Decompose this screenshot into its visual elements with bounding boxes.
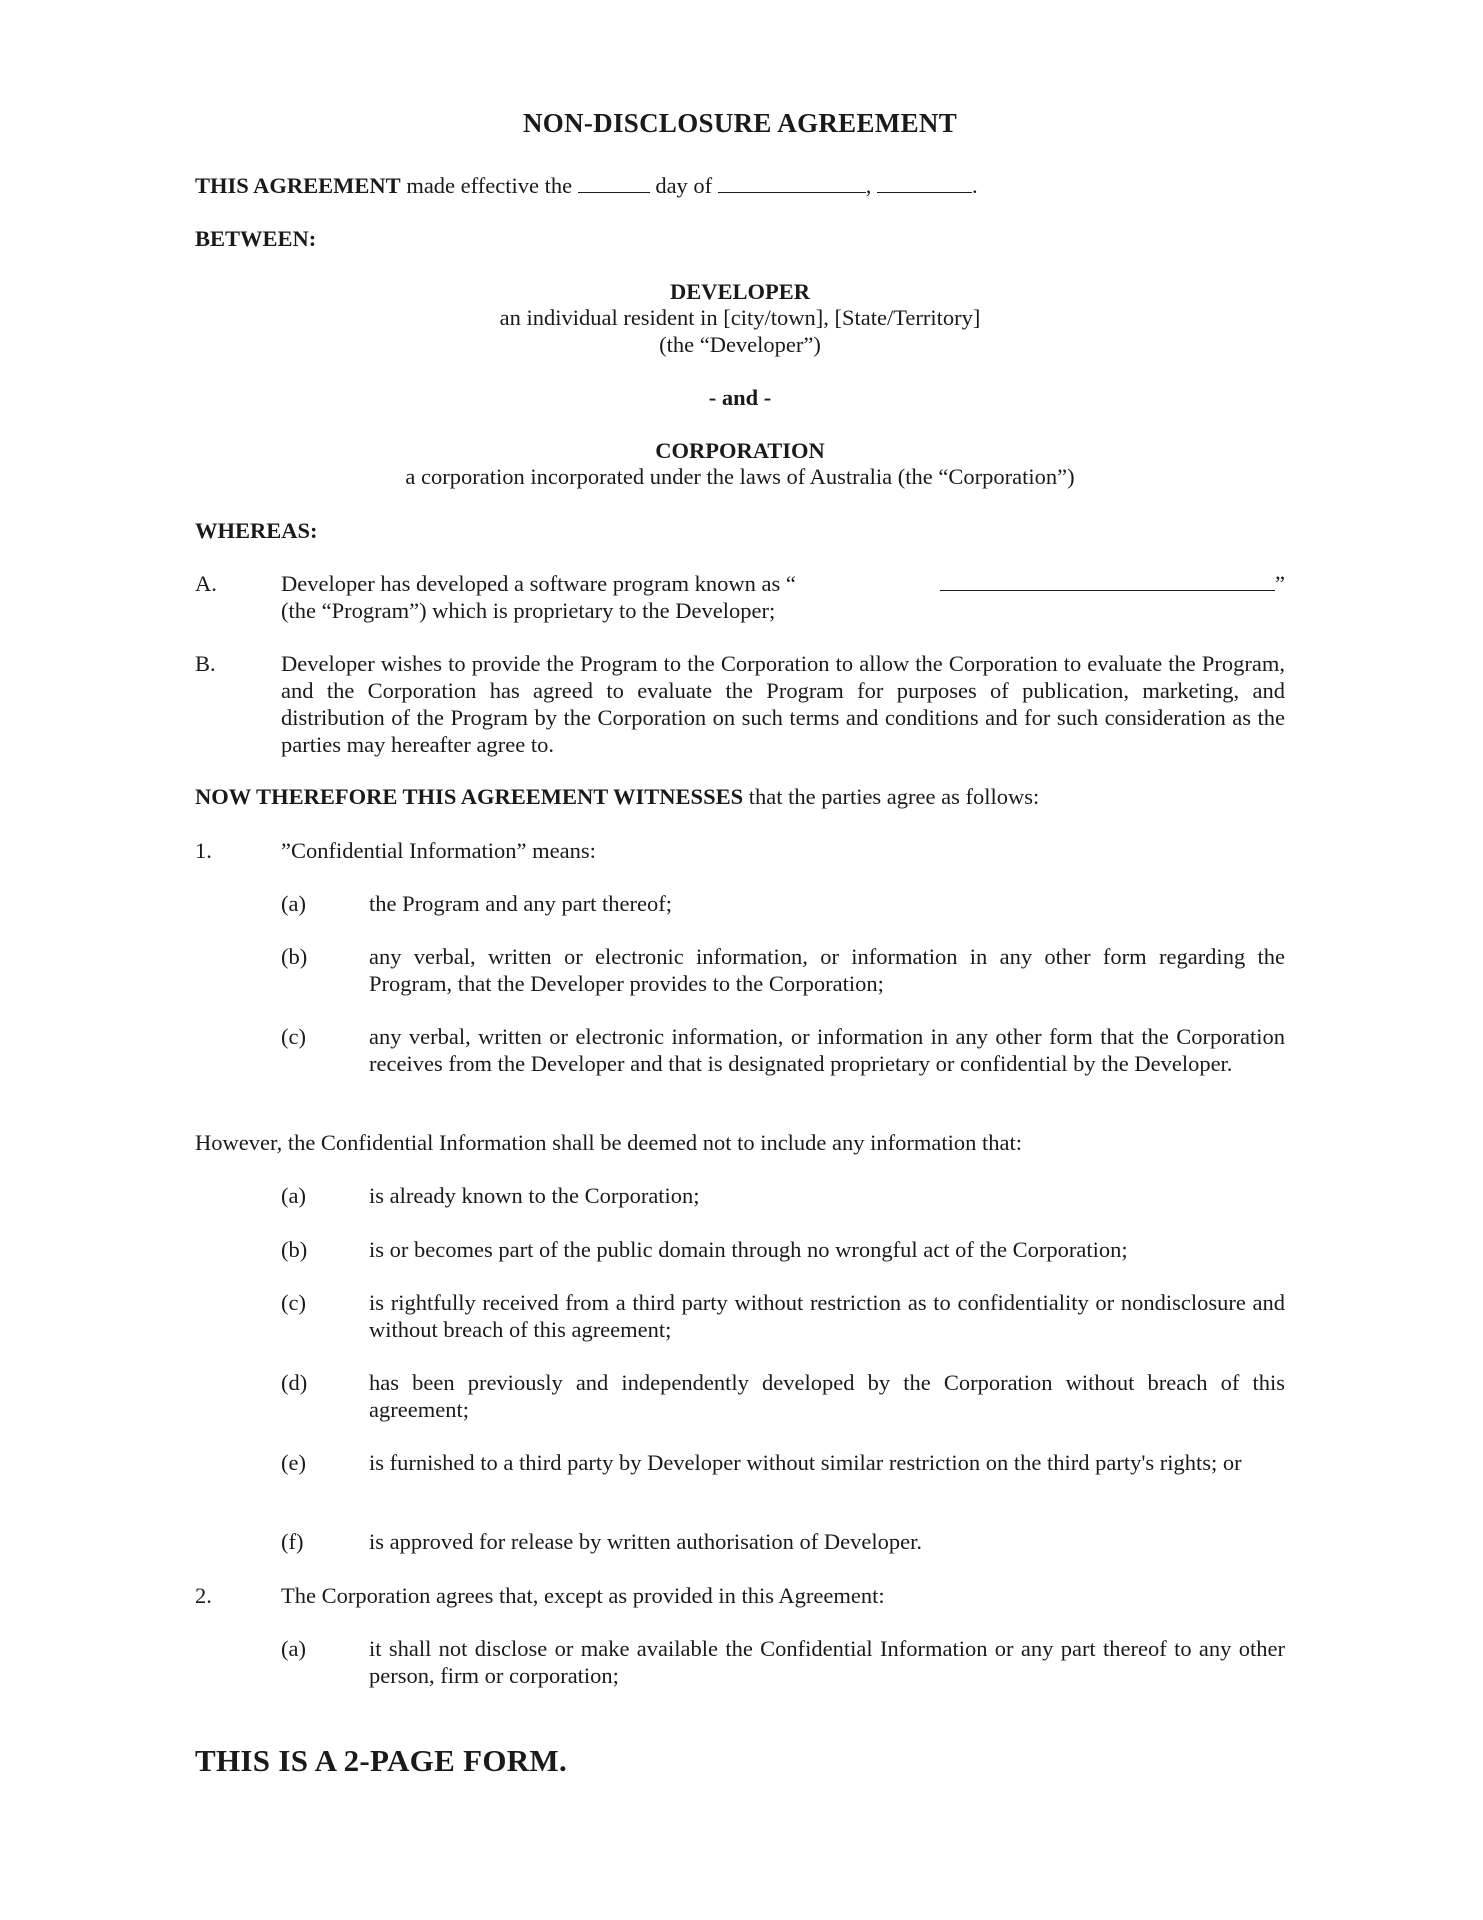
comma-text: , [865,173,872,198]
developer-description: an individual resident in [city/town], [State/Territory] [499,305,981,330]
item-label: (c) [281,1024,306,1049]
item-text: is rightfully received from a third party without restriction as to confidentiality or nondisclosure and without breach of this agreement; [369,1290,1285,1342]
clause-2-text: The Corporation agrees that, except as provided in this Agreement: [281,1583,885,1608]
exclusions-intro: However, the Confidential Information shall be deemed not to include any information that: [195,1130,1022,1155]
program-name-blank[interactable] [940,570,1275,591]
item-label: (d) [281,1370,308,1395]
and-separator: - and - [708,385,772,410]
clause-2-label: 2. [195,1583,212,1608]
witnesses-line [195,783,1285,810]
corporation-description: a corporation incorporated under the laws of Australia (the “Corporation”) [405,464,1075,489]
document-title: NON-DISCLOSURE AGREEMENT [522,108,958,138]
recital-a-text [281,570,1285,624]
recital-b-text: Developer wishes to provide the Program to the Corporation to allow the Corporation to evaluate the Program, and the Corporation has agreed to evaluate the Program for purposes of publication, marketing, and distribution of the Program by the Corporation on such terms and conditions and for such consideration as the parties may hereafter agree to. [281,651,1285,757]
recital-a-line2: (the “Program”) which is proprietary to the Developer; [281,598,776,623]
item-label: (f) [281,1529,304,1554]
clause-1-label: 1. [195,838,212,863]
item-text: the Program and any part thereof; [369,891,673,916]
made-effective-text: made effective the [406,173,573,198]
item-text: is approved for release by written authorisation of Developer. [369,1529,922,1554]
witnesses-bold: NOW THEREFORE THIS AGREEMENT WITNESSES [195,784,744,809]
day-blank[interactable] [578,172,650,193]
period-text: . [972,173,978,198]
month-blank[interactable] [718,172,866,193]
developer-name: DEVELOPER [669,279,811,304]
recital-a-start: Developer has developed a software program known as “ [281,571,796,596]
day-of-text: day of [655,173,713,198]
item-text: is already known to the Corporation; [369,1183,700,1208]
between-label: BETWEEN: [195,226,317,251]
recital-a-end: ” [1275,571,1285,596]
year-blank[interactable] [877,172,972,193]
item-label: (a) [281,891,306,916]
item-text: is or becomes part of the public domain through no wrongful act of the Corporation; [369,1237,1128,1262]
agreement-lead: THIS AGREEMENT [195,173,401,198]
item-label: (b) [281,944,308,969]
corporation-name: CORPORATION [655,438,825,463]
item-text: any verbal, written or electronic information, or information in any other form that the Corporation receives from the Developer and that is designated proprietary or confidential by the Developer. [369,1024,1285,1076]
item-text: is furnished to a third party by Developer without similar restriction on the third party's rights; or [369,1450,1242,1475]
developer-alias: (the “Developer”) [659,332,821,357]
item-text: has been previously and independently developed by the Corporation without breach of this agreement; [369,1370,1285,1422]
item-label: (c) [281,1290,306,1315]
clause-1-text: ”Confidential Information” means: [281,838,596,863]
recital-b-label: B. [195,651,216,676]
item-text: any verbal, written or electronic information, or information in any other form regarding the Program, that the Developer provides to the Corporation; [369,944,1285,996]
witnesses-rest: that the parties agree as follows: [743,784,1040,809]
item-label: (e) [281,1450,306,1475]
item-text: it shall not disclose or make available the Confidential Information or any part thereof to any other person, firm or corporation; [369,1636,1285,1688]
effective-date-line [195,172,1285,199]
item-label: (a) [281,1183,306,1208]
recital-a-label: A. [195,571,217,596]
item-label: (a) [281,1636,306,1661]
whereas-label: WHEREAS: [195,518,318,543]
page-count-notice: THIS IS A 2-PAGE FORM. [195,1743,568,1778]
item-label: (b) [281,1237,308,1262]
